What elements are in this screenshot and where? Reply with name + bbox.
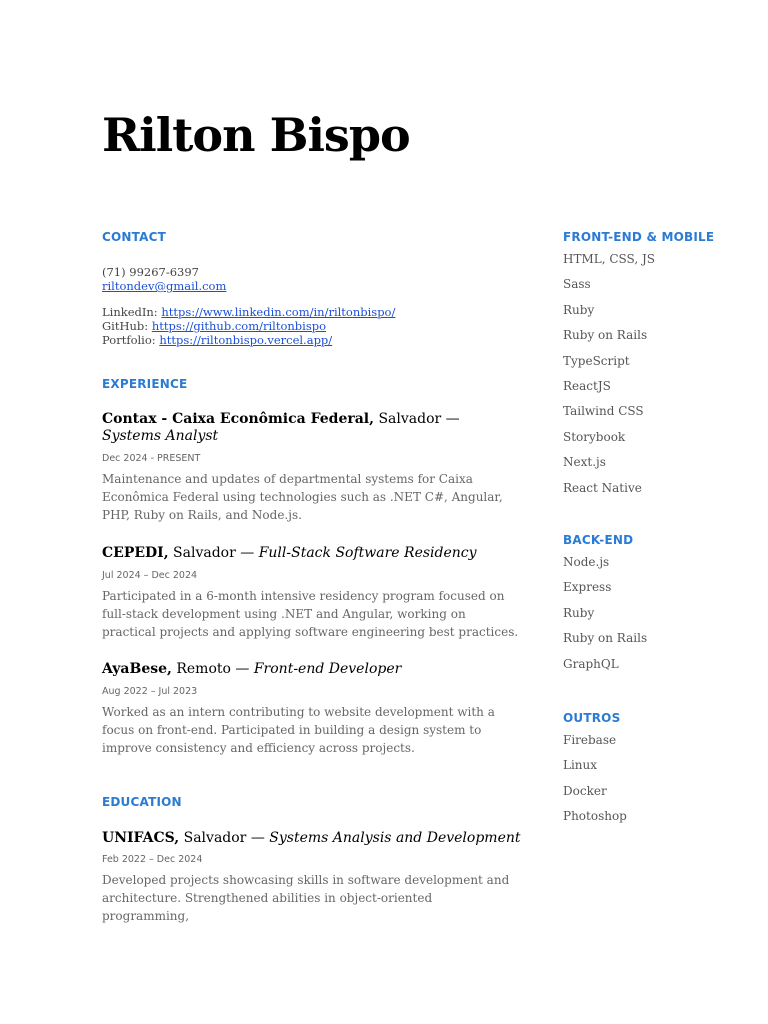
education-heading: EDUCATION [102,795,182,809]
linkedin-label: LinkedIn: [102,305,158,319]
portfolio-link[interactable]: https://riltonbispo.vercel.app/ [159,333,333,347]
job-location: Remoto — [171,661,254,677]
experience-item [102,545,522,641]
frontend-heading: FRONT-END & MOBILE [563,230,715,244]
resume-name: Rilton Bispo [102,108,410,162]
experience-title [102,661,522,678]
experience-title [102,411,522,445]
skill-item: Node.js [563,555,610,569]
skill-item: Next.js [563,455,606,470]
outros-skills-section [563,711,753,834]
skill-item: HTML, CSS, JS [563,252,655,266]
backend-skills-section [563,533,753,681]
portfolio-label: Portfolio: [102,333,156,347]
skill-item: Ruby [563,605,595,620]
job-description: Participated in a 6-month intensive residency program focused on full-stack development using .NET and Angular, working on practical projects and applying software engineering best practices. [102,589,519,639]
skill-item: Ruby [563,302,595,317]
experience-item [102,661,522,757]
education-title [102,830,522,847]
education-section [102,795,522,809]
job-description: Worked as an intern contributing to website development with a focus on front-end. Participated in building a design system to improve consistency and efficiency across projects. [102,705,495,755]
skill-item: React Native [563,480,642,495]
skill-item: Docker [563,783,607,798]
skill-item: Linux [563,758,598,773]
job-date: Jul 2024 – Dec 2024 [102,570,198,581]
skill-item: Ruby on Rails [563,328,648,343]
job-location: Salvador — [168,545,259,561]
frontend-skills-section [563,230,753,505]
education-date: Feb 2022 – Dec 2024 [102,854,203,865]
outros-skill-list [563,732,753,834]
skill-item: Firebase [563,733,617,747]
company-name: AyaBese, [102,661,172,677]
experience-item [102,411,522,524]
job-description: Maintenance and updates of departmental systems for Caixa Econômica Federal using technologies such as .NET C#, Angular, PHP, Ruby on Rails, and Node.js. [102,472,503,522]
job-role: Full-Stack Software Residency [258,545,477,561]
skill-item: Ruby on Rails [563,631,648,646]
course-name: Systems Analysis and Development [269,830,521,846]
company-name: CEPEDI, [102,545,169,561]
contact-github [102,319,522,333]
skill-item: TypeScript [563,353,630,368]
skill-item: Tailwind CSS [563,404,644,419]
linkedin-link[interactable]: https://www.linkedin.com/in/riltonbispo/ [161,305,396,319]
github-label: GitHub: [102,319,149,333]
contact-heading: CONTACT [102,230,166,244]
skill-item: ReactJS [563,378,611,393]
contact-section [102,230,522,347]
job-date: Dec 2024 - PRESENT [102,453,201,464]
education-description: Developed projects showcasing skills in software development and architecture. Strengthened abilities in object-oriented programming, [102,873,510,923]
contact-linkedin [102,305,522,319]
company-name: Contax - Caixa Econômica Federal, [102,411,374,427]
experience-title [102,545,522,562]
school-location: Salvador — [179,830,270,846]
outros-heading: OUTROS [563,711,621,725]
skill-item: GraphQL [563,656,619,671]
github-link[interactable]: https://github.com/riltonbispo [151,319,327,333]
job-role: Systems Analyst [102,428,219,444]
skill-item: Sass [563,277,591,292]
experience-section [102,377,522,391]
school-name: UNIFACS, [102,830,180,846]
job-location: Salvador — [374,411,460,427]
backend-heading: BACK-END [563,533,634,547]
backend-skill-list [563,554,753,681]
frontend-skill-list [563,251,753,505]
contact-portfolio [102,333,522,347]
skill-item: Express [563,580,612,595]
contact-email-link[interactable]: riltondev@gmail.com [102,279,227,293]
education-item [102,830,522,925]
contact-phone: (71) 99267-6397 [102,265,199,279]
experience-heading: EXPERIENCE [102,377,188,391]
skill-item: Photoshop [563,809,627,824]
skill-item: Storybook [563,429,626,444]
job-date: Aug 2022 – Jul 2023 [102,686,198,697]
job-role: Front-end Developer [253,661,402,677]
